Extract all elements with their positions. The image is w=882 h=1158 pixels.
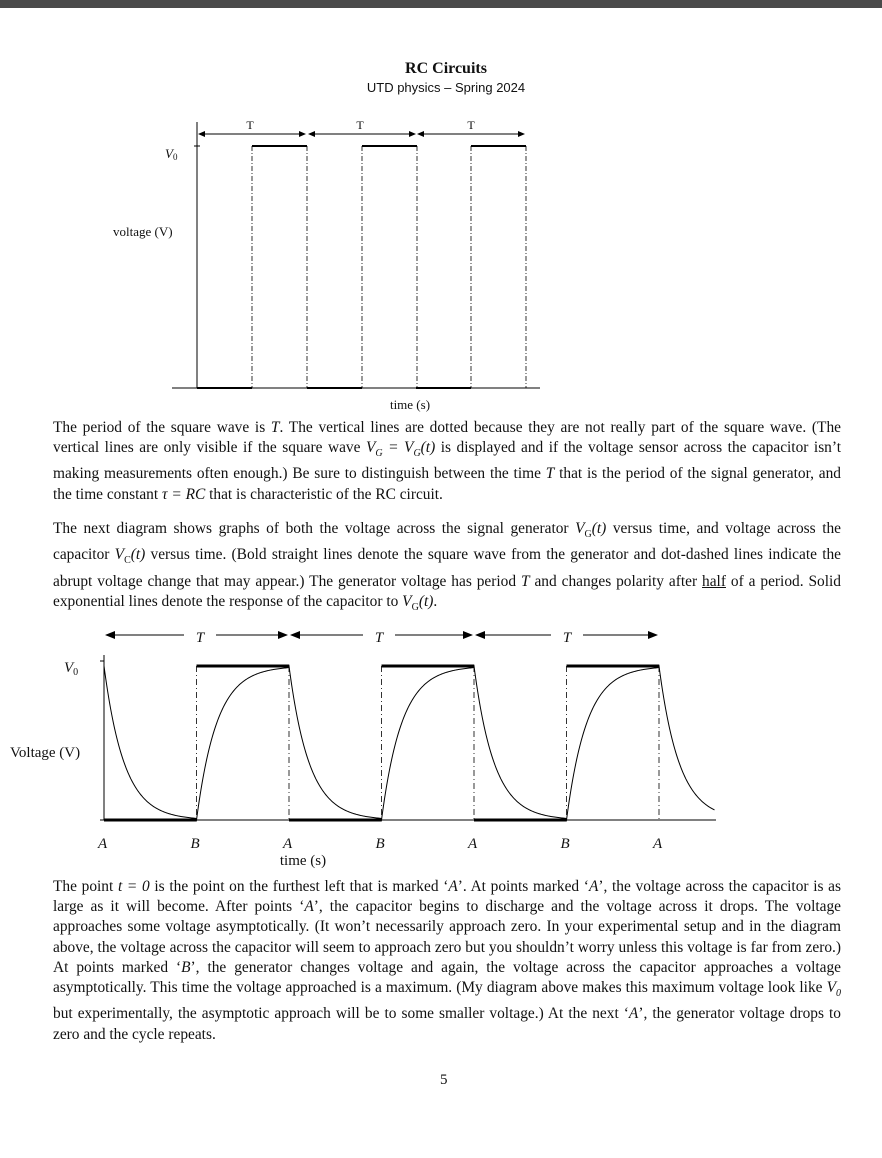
window-top-bar bbox=[0, 0, 882, 8]
fig2-point-label-B: B bbox=[375, 836, 385, 852]
fig1-period-label: T bbox=[356, 118, 364, 132]
page-title: RC Circuits bbox=[405, 60, 487, 77]
fig2-arrow-head bbox=[278, 631, 288, 639]
fig2-arrow-head bbox=[463, 631, 473, 639]
rc-response-figure bbox=[0, 615, 882, 875]
fig1-arrow-head bbox=[417, 131, 424, 137]
fig2-period-label: T bbox=[195, 630, 205, 646]
fig2-arrow-head bbox=[105, 631, 115, 639]
fig2-point-label-B: B bbox=[560, 836, 570, 852]
fig2-point-label-A: A bbox=[98, 836, 108, 852]
fig1-period-label: T bbox=[246, 118, 254, 132]
fig1-arrow-head bbox=[518, 131, 525, 137]
fig1-y-max-label: V0 bbox=[165, 146, 178, 162]
paragraph-diagram-description: The next diagram shows graphs of both the voltage across the signal generator $V_G(t)$ versus time, and voltage across the capacitor $V_C(t)$ versus time. (Bold straight lines denote the square wave from the generator and dot-dashed lines indicate the abrupt voltage change that may appear.) The generator voltage has period T and changes polarity after half of a period. Solid exponential lines denote the response of the capacitor to $V_G(t)$. bbox=[53, 520, 841, 613]
fig2-point-label-A: A bbox=[468, 836, 478, 852]
fig1-arrow-head bbox=[308, 131, 315, 137]
fig2-period-label: T bbox=[562, 630, 572, 646]
fig2-y-axis-label: Voltage (V) bbox=[10, 745, 81, 761]
fig2-point-label-A: A bbox=[283, 836, 293, 852]
fig1-x-axis-label: time (s) bbox=[389, 397, 431, 412]
fig1-arrow-head bbox=[198, 131, 205, 137]
fig1-arrow-head bbox=[409, 131, 416, 137]
capacitor-voltage-curve bbox=[104, 666, 715, 820]
paragraph-period: The period of the square wave is T. The vertical lines are dotted because they are not really part of the square wave. (The vertical lines are only visible if the square wave $V_G = V_G(t)$ is displayed and if the voltage sensor across the capacitor isn’t making measurements often enough.) Be sure to distinguish between the time T that is the period of the signal generator, and the time constant τ = RC that is characteristic of the RC circuit. bbox=[53, 419, 841, 503]
fig2-arrow-head bbox=[475, 631, 485, 639]
fig1-period-label: T bbox=[467, 118, 475, 132]
fig2-point-label-B: B bbox=[190, 836, 200, 852]
fig2-point-label-A: A bbox=[653, 836, 663, 852]
square-wave-figure bbox=[0, 110, 882, 410]
fig2-period-label: T bbox=[374, 630, 384, 646]
fig2-arrow-head bbox=[290, 631, 300, 639]
page-subtitle: UTD physics – Spring 2024 bbox=[366, 80, 526, 95]
page-number: 5 bbox=[440, 1072, 448, 1088]
fig1-arrow-head bbox=[299, 131, 306, 137]
fig2-x-axis-label: time (s) bbox=[279, 853, 327, 869]
fig2-arrow-head bbox=[648, 631, 658, 639]
paragraph-explanation: The point t = 0 is the point on the furthest left that is marked ‘A’. At points marked ‘A’, the voltage across the capacitor is as large as it will become. After points ‘A’, the capacitor begins to discharge and the voltage across it drops. The voltage approaches some voltage asymptotically. (It won’t necessarily approach zero. In your experimental setup and in the diagram above, the voltage across the capacitor will seem to approach zero but you shouldn’t worry unless this voltage is far from zero.) At points marked ‘B’, the generator changes voltage and again, the voltage across the capacitor approaches a voltage asymptotically. This time the voltage approached is a maximum. (My diagram above makes this maximum voltage look like $V_0$ but experimentally, the asymptotic approach will be to some smaller voltage.) At the next ‘A’, the generator voltage drops to zero and the cycle repeats. bbox=[53, 878, 841, 1043]
fig1-y-axis-label: voltage (V) bbox=[113, 224, 173, 239]
fig2-y-max-label: $V_0$ bbox=[64, 660, 79, 678]
